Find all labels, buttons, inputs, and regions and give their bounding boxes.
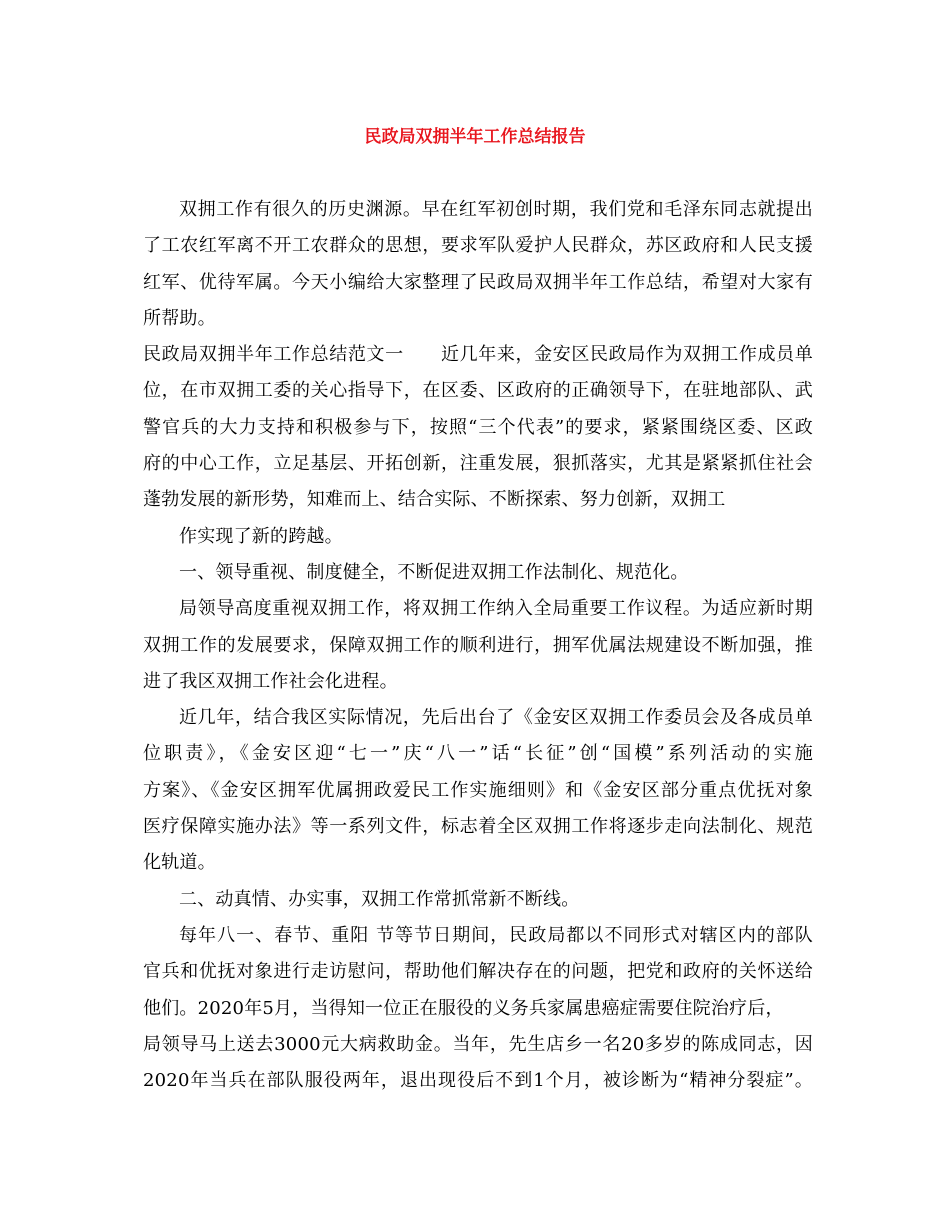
body-line: 官兵和优抚对象进行走访慰问，帮助他们解决存在的问题，把党和政府的关怀送给 bbox=[143, 961, 813, 983]
body-line: 府的中心工作，立足基层、开拓创新，注重发展，狠抓落实，尤其是紧紧抓住社会 bbox=[143, 453, 813, 475]
body-line: 一、领导重视、制度健全，不断促进双拥工作法制化、规范化。 bbox=[179, 561, 689, 583]
body-line: 他们。2020年5月，当得知一位正在服役的义务兵家属患癌症需要住院治疗后， bbox=[143, 997, 784, 1019]
body-line: 位职责》，《金安区迎“七一”庆“八一”话“长征”创“国模”系列活动的实施 bbox=[143, 743, 813, 765]
body-line: 红军、优待军属。今天小编给大家整理了民政局双拥半年工作总结，希望对大家有 bbox=[143, 271, 813, 293]
body-line: 民政局双拥半年工作总结范文一 近几年来，金安区民政局作为双拥工作成员单 bbox=[143, 344, 813, 366]
body-line: 化轨道。 bbox=[143, 852, 216, 874]
body-line: 二、动真情、办实事，双拥工作常抓常新不断线。 bbox=[179, 888, 580, 910]
body-line: 局领导高度重视双拥工作，将双拥工作纳入全局重要工作议程。为适应新时期 bbox=[179, 598, 813, 620]
body-line: 2020年当兵在部队服役两年，退出现役后不到1个月，被诊断为“精神分裂症”。 bbox=[143, 1070, 813, 1092]
body-line: 位，在市双拥工委的关心指导下，在区委、区政府的正确领导下，在驻地部队、武 bbox=[143, 380, 813, 402]
body-line: 了工农红军离不开工农群众的思想，要求军队爱护人民群众，苏区政府和人民支援 bbox=[143, 235, 813, 257]
body-line: 警官兵的大力支持和积极参与下，按照“三个代表”的要求，紧紧围绕区委、区政 bbox=[143, 416, 813, 438]
body-line: 方案》、《金安区拥军优属拥政爱民工作实施细则》和《金安区部分重点优抚对象 bbox=[143, 779, 813, 801]
body-line: 所帮助。 bbox=[143, 307, 216, 329]
body-line: 局领导马上送去3000元大病救助金。当年，先生店乡一名20多岁的陈成同志，因 bbox=[143, 1033, 813, 1055]
body-line: 蓬勃发展的新形势，知难而上、结合实际、不断探索、努力创新，双拥工 bbox=[143, 489, 726, 511]
body-line: 医疗保障实施办法》等一系列文件，标志着全区双拥工作将逐步走向法制化、规范 bbox=[143, 816, 813, 838]
document-title: 民政局双拥半年工作总结报告 bbox=[364, 127, 586, 147]
body-line: 每年八一、春节、重阳 节等节日期间，民政局都以不同形式对辖区内的部队 bbox=[179, 924, 813, 946]
body-line: 作实现了新的跨越。 bbox=[179, 525, 343, 547]
document-body bbox=[143, 192, 813, 1099]
body-line: 双拥工作的发展要求，保障双拥工作的顺利进行，拥军优属法规建设不断加强，推 bbox=[143, 634, 813, 656]
body-line: 双拥工作有很久的历史渊源。早在红军初创时期，我们党和毛泽东同志就提出 bbox=[179, 199, 813, 220]
body-line: 进了我区双拥工作社会化进程。 bbox=[143, 670, 398, 692]
body-line: 近几年，结合我区实际情况，先后出台了《金安区双拥工作委员会及各成员单 bbox=[179, 707, 813, 729]
